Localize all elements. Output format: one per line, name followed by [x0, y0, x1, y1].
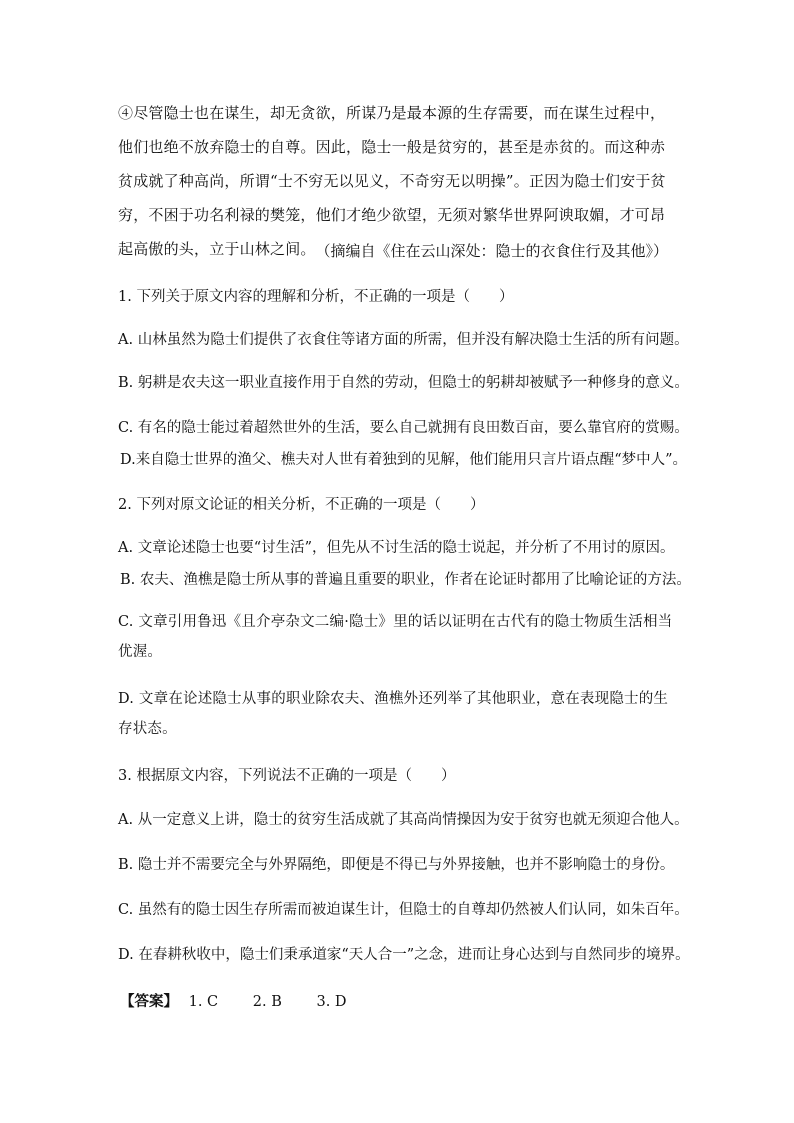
question-3-option-b: B. 隐士并不需要完全与外界隔绝，即便是不得已与外界接触，也并不影响隐士的身份。	[118, 857, 675, 873]
question-2-option-b: B. 农夫、渔樵是隐士所从事的普遍且重要的职业，作者在论证时都用了比喻论证的方法。	[120, 572, 691, 588]
question-1-option-b: B. 躬耕是农夫这一职业直接作用于自然的劳动，但隐士的躬耕却被赋予一种修身的意义。	[118, 375, 689, 391]
answer-label: 【答案】	[120, 993, 178, 1010]
answer-item-1: 1. C	[188, 994, 219, 1010]
question-1-option-a: A. 山林虽然为隐士们提供了衣食住等诸方面的所需，但并没有解决隐士生活的所有问题。	[118, 332, 689, 348]
question-3-option-d: D. 在春耕秋收中，隐士们秉承道家“天人合一”之念，进而让身心达到与自然同步的境界。	[118, 947, 690, 963]
question-3-stem: 3. 根据原文内容，下列说法不正确的一项是（ ）	[118, 768, 456, 784]
question-1-stem: 1. 下列关于原文内容的理解和分析，不正确的一项是（ ）	[118, 289, 514, 305]
passage-paragraph-4: ④尽管隐士也在谋生，却无贪欲，所谋乃是最本源的生存需要，而在谋生过程中，他们也绝不放弃隐士的自尊。因此，隐士一般是贫穷的，甚至是赤贫的。而这种赤贫成就了种高尚，所谓“士不穷无以见义，不奇穷无以明操”。正因为隐士们安于贫穷，不困于功名利禄的樊笼，他们才绝少欲望，无须对繁华世界阿谀取媚，才可昂起高傲的头，立于山林之间。	[118, 104, 666, 258]
question-2-option-a: A. 文章论述隐士也要“讨生活”，但先从不讨生活的隐士说起，并分析了不用讨的原因。	[118, 540, 675, 556]
passage-source: （摘编自《住在云山深处：隐士的衣食住行及其他》）	[315, 242, 668, 260]
question-1-option-c: C. 有名的隐士能过着超然世外的生活，要么自己就拥有良田数百亩，要么靠官府的赏赐。	[118, 420, 689, 436]
answer-item-3: 3. D	[316, 994, 347, 1010]
answer-line	[120, 990, 347, 1011]
question-1-option-d: D.来自隐士世界的渔父、樵夫对人世有着独到的见解，他们能用只言片语点醒“梦中人”。	[120, 452, 688, 468]
question-3-option-c: C. 虽然有的隐士因生存所需而被迫谋生计，但隐士的自尊却仍然被人们认同，如朱百年。	[118, 902, 689, 918]
question-2-stem: 2. 下列对原文论证的相关分析，不正确的一项是（ ）	[118, 497, 485, 513]
question-2-option-c: C. 文章引用鲁迅《且介亭杂文二编·隐士》里的话以证明在古代有的隐士物质生活相当优渥。	[118, 614, 673, 660]
question-3-option-a: A. 从一定意义上讲，隐士的贫穷生活成就了其高尚情操因为安于贫穷也就无须迎合他人。	[118, 812, 689, 828]
answer-item-2: 2. B	[252, 994, 282, 1010]
question-2-option-d: D. 文章在论述隐士从事的职业除农夫、渔樵外还列举了其他职业，意在表现隐士的生存状态。	[118, 691, 669, 737]
